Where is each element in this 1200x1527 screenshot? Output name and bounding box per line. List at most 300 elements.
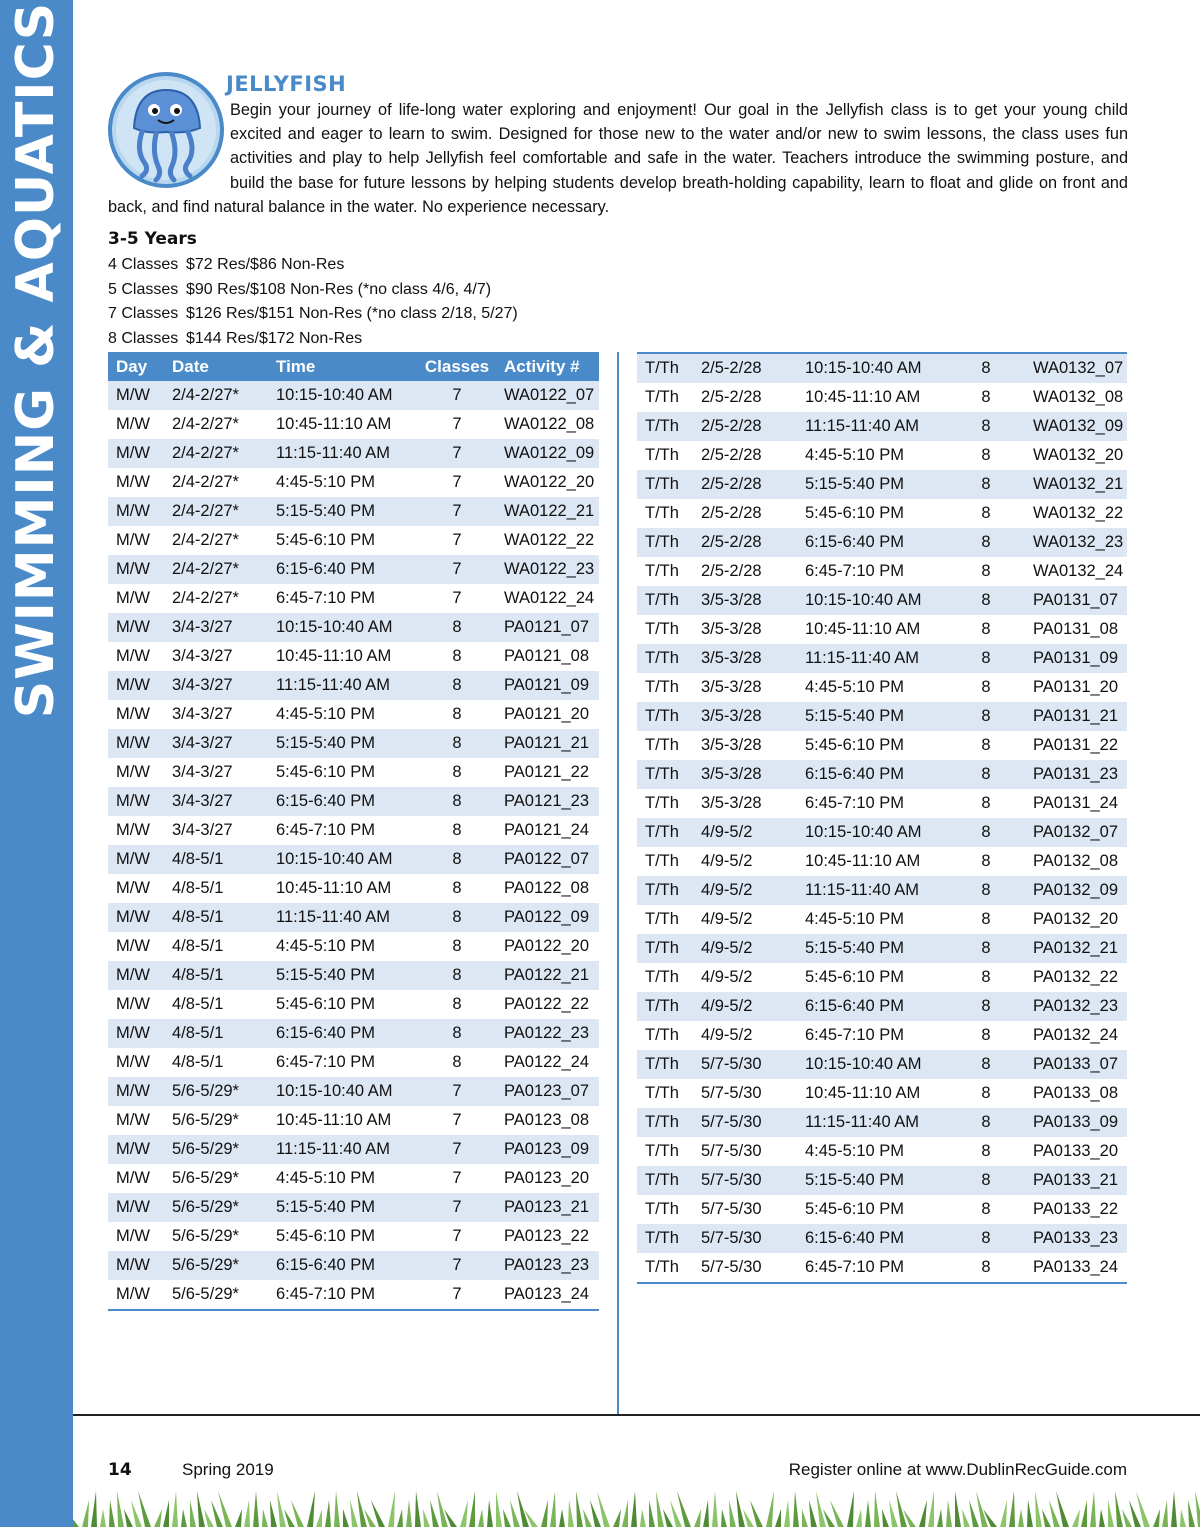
cell-time: 6:45-7:10 PM: [268, 816, 418, 845]
cell-time: 5:15-5:40 PM: [797, 470, 947, 499]
table-row: [108, 1106, 599, 1135]
cell-date: 3/5-3/28: [693, 731, 797, 760]
grass-blade: [775, 1509, 781, 1527]
cell-activity: WA0132_23: [1025, 528, 1127, 557]
grass-blade: [896, 1491, 907, 1527]
header-classes: Classes: [418, 352, 496, 381]
cell-classes: 8: [947, 383, 1025, 412]
section-sidebar: [0, 0, 73, 1527]
cell-time: 10:15-10:40 AM: [797, 586, 947, 615]
grass-blade: [284, 1509, 295, 1527]
table-row: [637, 1021, 1127, 1050]
cell-time: 11:15-11:40 AM: [797, 876, 947, 905]
cell-day: T/Th: [637, 789, 693, 818]
cell-date: 3/5-3/28: [693, 760, 797, 789]
cell-classes: 7: [418, 1193, 496, 1222]
cell-day: T/Th: [637, 1195, 693, 1224]
cell-day: T/Th: [637, 499, 693, 528]
header-time: Time: [268, 352, 418, 381]
cell-time: 6:15-6:40 PM: [268, 555, 418, 584]
cell-date: 5/7-5/30: [693, 1253, 797, 1283]
grass-blade: [969, 1500, 979, 1527]
table-row: [108, 497, 599, 526]
cell-activity: PA0121_24: [496, 816, 599, 845]
cell-classes: 8: [418, 613, 496, 642]
cell-date: 2/5-2/28: [693, 499, 797, 528]
table-row: [108, 613, 599, 642]
grass-blade: [946, 1500, 952, 1527]
cell-time: 10:45-11:10 AM: [268, 1106, 418, 1135]
cell-classes: 8: [418, 932, 496, 961]
cell-day: T/Th: [637, 557, 693, 586]
cell-activity: PA0122_21: [496, 961, 599, 990]
cell-time: 6:45-7:10 PM: [797, 1253, 947, 1283]
cell-time: 4:45-5:10 PM: [268, 932, 418, 961]
cell-time: 10:45-11:10 AM: [797, 847, 947, 876]
cell-day: T/Th: [637, 818, 693, 847]
cell-day: T/Th: [637, 1079, 693, 1108]
grass-blade: [613, 1509, 621, 1527]
cell-date: 5/6-5/29*: [164, 1106, 268, 1135]
grass-blade: [325, 1500, 331, 1527]
table-row: [108, 468, 599, 497]
cell-date: 3/5-3/28: [693, 702, 797, 731]
cell-activity: WA0122_21: [496, 497, 599, 526]
cell-classes: 8: [947, 1050, 1025, 1079]
cell-activity: PA0122_22: [496, 990, 599, 1019]
cell-day: M/W: [108, 758, 164, 787]
cell-time: 5:15-5:40 PM: [797, 934, 947, 963]
cell-time: 5:45-6:10 PM: [797, 731, 947, 760]
cell-classes: 8: [947, 992, 1025, 1021]
cell-time: 5:45-6:10 PM: [268, 526, 418, 555]
table-row: [108, 1193, 599, 1222]
cell-date: 5/7-5/30: [693, 1108, 797, 1137]
table-row: [637, 586, 1127, 615]
cell-classes: 7: [418, 468, 496, 497]
grass-blade: [583, 1509, 592, 1527]
table-row: [637, 441, 1127, 470]
grass-blade: [721, 1509, 727, 1527]
cell-day: T/Th: [637, 586, 693, 615]
cell-date: 2/5-2/28: [693, 441, 797, 470]
cell-activity: PA0132_23: [1025, 992, 1127, 1021]
grass-blade: [640, 1509, 646, 1527]
pricing-row: [108, 278, 518, 303]
grass-blade: [597, 1491, 610, 1527]
cell-classes: 7: [418, 497, 496, 526]
table-row: [108, 787, 599, 816]
grass-blade: [517, 1491, 529, 1527]
cell-date: 2/5-2/28: [693, 528, 797, 557]
cell-time: 10:45-11:10 AM: [268, 410, 418, 439]
grass-blade: [1195, 1491, 1200, 1527]
grass-blade: [510, 1500, 520, 1527]
cell-classes: 8: [947, 1253, 1025, 1283]
cell-day: M/W: [108, 497, 164, 526]
cell-date: 5/6-5/29*: [164, 1077, 268, 1106]
cell-date: 2/4-2/27*: [164, 410, 268, 439]
cell-classes: 7: [418, 439, 496, 468]
grass-blade: [743, 1509, 754, 1527]
pricing-list: [108, 253, 518, 351]
cell-day: M/W: [108, 1251, 164, 1280]
cell-activity: WA0122_08: [496, 410, 599, 439]
section-label: SWIMMING & AQUATICS: [6, 1, 66, 719]
cell-date: 4/8-5/1: [164, 845, 268, 874]
cell-day: T/Th: [637, 412, 693, 441]
cell-date: 2/4-2/27*: [164, 439, 268, 468]
cell-date: 4/9-5/2: [693, 992, 797, 1021]
cell-date: 5/7-5/30: [693, 1137, 797, 1166]
cell-activity: PA0132_24: [1025, 1021, 1127, 1050]
cell-date: 4/9-5/2: [693, 818, 797, 847]
cell-classes: 8: [947, 847, 1025, 876]
cell-classes: 7: [418, 381, 496, 410]
cell-date: 2/4-2/27*: [164, 555, 268, 584]
cell-date: 3/5-3/28: [693, 789, 797, 818]
pricing-price: $90 Res/$108 Non-Res (*no class 4/6, 4/7): [186, 280, 492, 298]
cell-time: 10:15-10:40 AM: [797, 1050, 947, 1079]
cell-classes: 8: [418, 642, 496, 671]
cell-date: 3/5-3/28: [693, 586, 797, 615]
pricing-classes: 7 Classes: [108, 305, 179, 322]
cell-day: T/Th: [637, 528, 693, 557]
cell-activity: WA0122_23: [496, 555, 599, 584]
cell-date: 5/7-5/30: [693, 1079, 797, 1108]
table-row: [637, 1079, 1127, 1108]
cell-time: 11:15-11:40 AM: [268, 1135, 418, 1164]
grass-blade: [91, 1491, 97, 1527]
cell-time: 5:15-5:40 PM: [268, 729, 418, 758]
cell-activity: PA0133_09: [1025, 1108, 1127, 1137]
cell-activity: PA0131_08: [1025, 615, 1127, 644]
grass-blade: [478, 1509, 484, 1527]
pricing-row: [108, 327, 518, 352]
cell-day: M/W: [108, 468, 164, 497]
cell-time: 6:45-7:10 PM: [268, 584, 418, 613]
cell-date: 2/4-2/27*: [164, 381, 268, 410]
cell-activity: PA0131_20: [1025, 673, 1127, 702]
schedule-table-left: [108, 352, 599, 1311]
grass-blade: [1042, 1509, 1051, 1527]
grass-blade: [1171, 1491, 1177, 1527]
cell-classes: 8: [947, 760, 1025, 789]
cell-date: 5/7-5/30: [693, 1050, 797, 1079]
cell-day: M/W: [108, 671, 164, 700]
grass-blade: [816, 1491, 826, 1527]
cell-date: 3/5-3/28: [693, 615, 797, 644]
grass-blade: [1115, 1491, 1123, 1527]
cell-time: 5:15-5:40 PM: [268, 1193, 418, 1222]
grass-blade: [357, 1491, 367, 1527]
cell-classes: 8: [418, 961, 496, 990]
cell-date: 2/5-2/28: [693, 470, 797, 499]
cell-activity: WA0122_09: [496, 439, 599, 468]
cell-activity: PA0122_07: [496, 845, 599, 874]
grass-blade: [874, 1491, 880, 1527]
table-row: [108, 1251, 599, 1280]
cell-activity: PA0131_22: [1025, 731, 1127, 760]
cell-time: 6:45-7:10 PM: [797, 789, 947, 818]
table-row: [108, 903, 599, 932]
register-link[interactable]: Register online at www.DublinRecGuide.com: [788, 1460, 1127, 1479]
grass-blade: [976, 1491, 988, 1527]
cell-date: 5/7-5/30: [693, 1166, 797, 1195]
cell-day: M/W: [108, 439, 164, 468]
cell-date: 3/5-3/28: [693, 673, 797, 702]
grass-blade: [631, 1491, 637, 1527]
cell-activity: PA0121_21: [496, 729, 599, 758]
cell-time: 10:45-11:10 AM: [797, 383, 947, 412]
cell-time: 10:15-10:40 AM: [268, 381, 418, 410]
grass-blade: [962, 1509, 970, 1527]
cell-classes: 8: [947, 1224, 1025, 1253]
cell-classes: 7: [418, 1222, 496, 1251]
grass-blade: [847, 1491, 854, 1527]
cell-classes: 8: [418, 990, 496, 1019]
cell-day: T/Th: [637, 876, 693, 905]
cell-date: 4/9-5/2: [693, 905, 797, 934]
grass-blade: [262, 1509, 268, 1527]
table-row: [637, 557, 1127, 586]
table-row: [108, 700, 599, 729]
table-row: [637, 383, 1127, 412]
cell-activity: WA0132_07: [1025, 353, 1127, 383]
cell-classes: 8: [947, 963, 1025, 992]
cell-activity: WA0132_22: [1025, 499, 1127, 528]
cell-time: 5:45-6:10 PM: [268, 990, 418, 1019]
grass-blade: [541, 1500, 548, 1527]
grass-blade: [181, 1509, 187, 1527]
table-row: [637, 644, 1127, 673]
cell-classes: 7: [418, 526, 496, 555]
cell-day: T/Th: [637, 1224, 693, 1253]
cell-time: 5:15-5:40 PM: [797, 702, 947, 731]
cell-time: 10:45-11:10 AM: [268, 874, 418, 903]
grass-blade: [487, 1500, 493, 1527]
grass-blade: [350, 1500, 358, 1527]
cell-classes: 8: [947, 1021, 1025, 1050]
cell-classes: 7: [418, 1135, 496, 1164]
cell-activity: PA0122_09: [496, 903, 599, 932]
grass-blade: [712, 1491, 718, 1527]
grass-blade: [131, 1500, 142, 1527]
cell-time: 5:15-5:40 PM: [268, 961, 418, 990]
cell-day: M/W: [108, 845, 164, 874]
grass-blade: [503, 1509, 511, 1527]
cell-activity: PA0131_21: [1025, 702, 1127, 731]
cell-day: M/W: [108, 1106, 164, 1135]
grass-blade: [117, 1491, 124, 1527]
cell-day: M/W: [108, 1077, 164, 1106]
cell-day: T/Th: [637, 760, 693, 789]
header-activity: Activity #: [496, 352, 599, 381]
cell-day: M/W: [108, 1135, 164, 1164]
cell-classes: 8: [947, 499, 1025, 528]
grass-blade: [703, 1500, 709, 1527]
cell-date: 4/9-5/2: [693, 934, 797, 963]
grass-blade: [1108, 1500, 1114, 1527]
cell-classes: 8: [418, 903, 496, 932]
cell-date: 3/4-3/27: [164, 642, 268, 671]
cell-date: 2/5-2/28: [693, 353, 797, 383]
grass-blade: [729, 1500, 736, 1527]
pricing-price: $126 Res/$151 Non-Res (*no class 2/18, 5/27): [186, 305, 518, 322]
cell-activity: PA0121_08: [496, 642, 599, 671]
cell-activity: PA0122_24: [496, 1048, 599, 1077]
cell-classes: 8: [947, 441, 1025, 470]
cell-day: M/W: [108, 787, 164, 816]
cell-day: T/Th: [637, 847, 693, 876]
grass-blade: [124, 1509, 133, 1527]
cell-day: M/W: [108, 1222, 164, 1251]
grass-blade: [1081, 1500, 1087, 1527]
grass-blade: [766, 1491, 774, 1527]
cell-activity: PA0121_07: [496, 613, 599, 642]
cell-classes: 8: [418, 671, 496, 700]
cell-classes: 8: [947, 905, 1025, 934]
cell-activity: PA0132_09: [1025, 876, 1127, 905]
cell-day: T/Th: [637, 441, 693, 470]
table-row: [108, 1019, 599, 1048]
table-row: [637, 1195, 1127, 1224]
table-row: [108, 1222, 599, 1251]
cell-classes: 8: [947, 470, 1025, 499]
cell-date: 4/8-5/1: [164, 874, 268, 903]
grass-blade: [1072, 1509, 1080, 1527]
table-row: [108, 381, 599, 410]
grass-blade: [937, 1509, 943, 1527]
cell-activity: PA0132_22: [1025, 963, 1127, 992]
table-row: [637, 1224, 1127, 1253]
cell-activity: PA0122_08: [496, 874, 599, 903]
cell-date: 5/6-5/29*: [164, 1251, 268, 1280]
grass-blade: [663, 1509, 673, 1527]
cell-time: 4:45-5:10 PM: [268, 700, 418, 729]
cell-day: M/W: [108, 700, 164, 729]
cell-date: 2/5-2/28: [693, 383, 797, 412]
cell-classes: 8: [418, 845, 496, 874]
cell-day: M/W: [108, 1280, 164, 1310]
cell-activity: WA0122_24: [496, 584, 599, 613]
cell-day: T/Th: [637, 673, 693, 702]
cell-day: T/Th: [637, 905, 693, 934]
cell-classes: 7: [418, 1164, 496, 1193]
cell-classes: 8: [947, 731, 1025, 760]
cell-time: 10:15-10:40 AM: [797, 818, 947, 847]
grass-blade: [694, 1509, 701, 1527]
cell-day: T/Th: [637, 644, 693, 673]
cell-classes: 8: [947, 876, 1025, 905]
cell-date: 5/6-5/29*: [164, 1193, 268, 1222]
table-row: [637, 499, 1127, 528]
cell-date: 3/5-3/28: [693, 644, 797, 673]
table-row: [108, 410, 599, 439]
table-row: [108, 1048, 599, 1077]
table-row: [637, 992, 1127, 1021]
cell-classes: 8: [418, 787, 496, 816]
cell-activity: PA0133_07: [1025, 1050, 1127, 1079]
cell-date: 4/9-5/2: [693, 963, 797, 992]
cell-activity: PA0133_24: [1025, 1253, 1127, 1283]
cell-activity: WA0132_24: [1025, 557, 1127, 586]
pricing-row: [108, 302, 518, 327]
pricing-classes: 4 Classes: [108, 256, 179, 273]
cell-day: M/W: [108, 932, 164, 961]
cell-time: 5:45-6:10 PM: [797, 499, 947, 528]
table-row: [108, 1280, 599, 1310]
cell-date: 3/4-3/27: [164, 700, 268, 729]
cell-day: M/W: [108, 961, 164, 990]
grass-blade: [576, 1491, 583, 1527]
table-row: [108, 845, 599, 874]
cell-activity: PA0121_09: [496, 671, 599, 700]
cell-day: M/W: [108, 729, 164, 758]
cell-classes: 8: [418, 700, 496, 729]
grass-blade: [496, 1491, 502, 1527]
cell-classes: 7: [418, 1280, 496, 1310]
grass-blade: [784, 1500, 790, 1527]
table-row: [637, 470, 1127, 499]
grass-blade: [1018, 1509, 1024, 1527]
grass-blade: [415, 1491, 421, 1527]
grass-blade: [1099, 1509, 1105, 1527]
cell-date: 2/4-2/27*: [164, 468, 268, 497]
cell-date: 3/4-3/27: [164, 787, 268, 816]
cell-day: T/Th: [637, 934, 693, 963]
grass-blade: [1027, 1500, 1033, 1527]
cell-time: 11:15-11:40 AM: [797, 1108, 947, 1137]
grass-blade: [204, 1509, 214, 1527]
cell-activity: WA0122_22: [496, 526, 599, 555]
cell-time: 5:15-5:40 PM: [268, 497, 418, 526]
season-label: Spring 2019: [182, 1460, 274, 1479]
cell-date: 4/8-5/1: [164, 961, 268, 990]
cell-date: 4/8-5/1: [164, 1019, 268, 1048]
cell-date: 4/9-5/2: [693, 1021, 797, 1050]
cell-day: T/Th: [637, 470, 693, 499]
cell-classes: 7: [418, 410, 496, 439]
table-row: [108, 874, 599, 903]
cell-day: M/W: [108, 1164, 164, 1193]
cell-classes: 8: [947, 818, 1025, 847]
table-row: [108, 526, 599, 555]
cell-activity: PA0121_23: [496, 787, 599, 816]
grass-blade: [316, 1509, 322, 1527]
cell-date: 3/4-3/27: [164, 613, 268, 642]
cell-activity: PA0131_07: [1025, 586, 1127, 615]
grass-blade: [550, 1491, 556, 1527]
table-row: [108, 932, 599, 961]
cell-activity: PA0132_21: [1025, 934, 1127, 963]
grass-blade: [559, 1509, 565, 1527]
cell-day: M/W: [108, 1048, 164, 1077]
page-number: 14: [108, 1460, 132, 1480]
cell-date: 4/8-5/1: [164, 932, 268, 961]
table-row: [637, 1166, 1127, 1195]
table-row: [637, 731, 1127, 760]
cell-activity: PA0123_20: [496, 1164, 599, 1193]
cell-date: 4/9-5/2: [693, 847, 797, 876]
cell-time: 6:15-6:40 PM: [268, 787, 418, 816]
table-row: [637, 1253, 1127, 1283]
cell-classes: 8: [947, 1079, 1025, 1108]
table-row: [108, 1164, 599, 1193]
table-row: [637, 963, 1127, 992]
cell-classes: 8: [418, 816, 496, 845]
table-row: [637, 789, 1127, 818]
